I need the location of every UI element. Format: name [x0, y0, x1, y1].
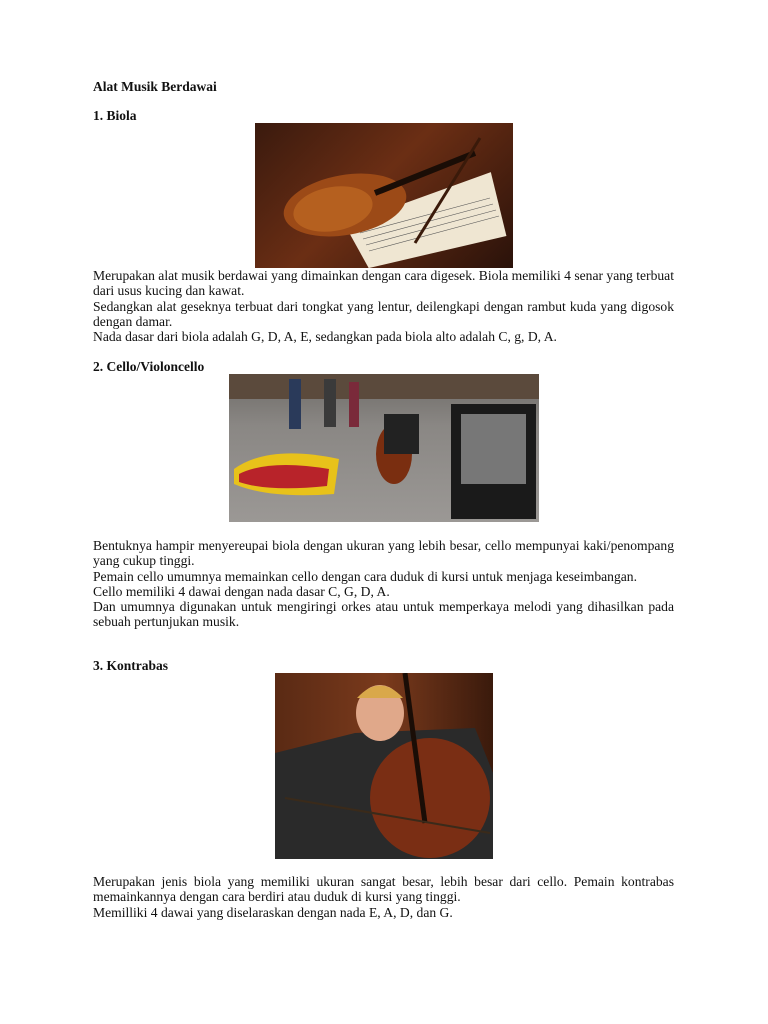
section-heading-kontrabas: 3. Kontrabas: [93, 658, 169, 673]
cello-street-photo: [229, 374, 539, 522]
kontrabas-description: Merupakan jenis biola yang memiliki ukuran sangat besar, lebih besar dari cello. Pemain kontrabas memainkannya dengan cara berdiri atau duduk di kursi yang tinggi. Memilliki 4 dawai yang diselaraskan dengan nada E, A, D, dan G.: [93, 874, 674, 920]
document-title: Alat Musik Berdawai: [93, 79, 217, 94]
double-bass-photo: [275, 673, 493, 859]
violin-photo: [255, 123, 513, 268]
double-bass-illustration: [275, 673, 493, 859]
cello-street-illustration: [229, 374, 539, 522]
section-heading-cello: 2. Cello/Violoncello: [93, 359, 205, 374]
cello-description: Bentuknya hampir menyereupai biola dengan ukuran yang lebih besar, cello mempunyai kaki/penompang yang cukup tinggi. Pemain cello umumnya memainkan cello dengan cara duduk di kursi untuk menjaga keseimbangan. Cello memiliki 4 dawai dengan nada dasar C, G, D, A. Dan umumnya digunakan untuk mengiringi orkes atau untuk memperkaya melodi yang dihasilkan pada sebuah pertunjukan musik.: [93, 538, 674, 630]
section-heading-biola: 1. Biola: [93, 108, 137, 123]
biola-description: Merupakan alat musik berdawai yang dimainkan dengan cara digesek. Biola memiliki 4 senar yang terbuat dari usus kucing dan kawat. Sedangkan alat geseknya terbuat dari tongkat yang lentur, deilengkapi dengan rambut kuda yang digosok dengan damar. Nada dasar dari biola adalah G, D, A, E, sedangkan pada biola alto adalah C, g, D, A.: [93, 268, 674, 345]
violin-illustration: [255, 123, 513, 268]
